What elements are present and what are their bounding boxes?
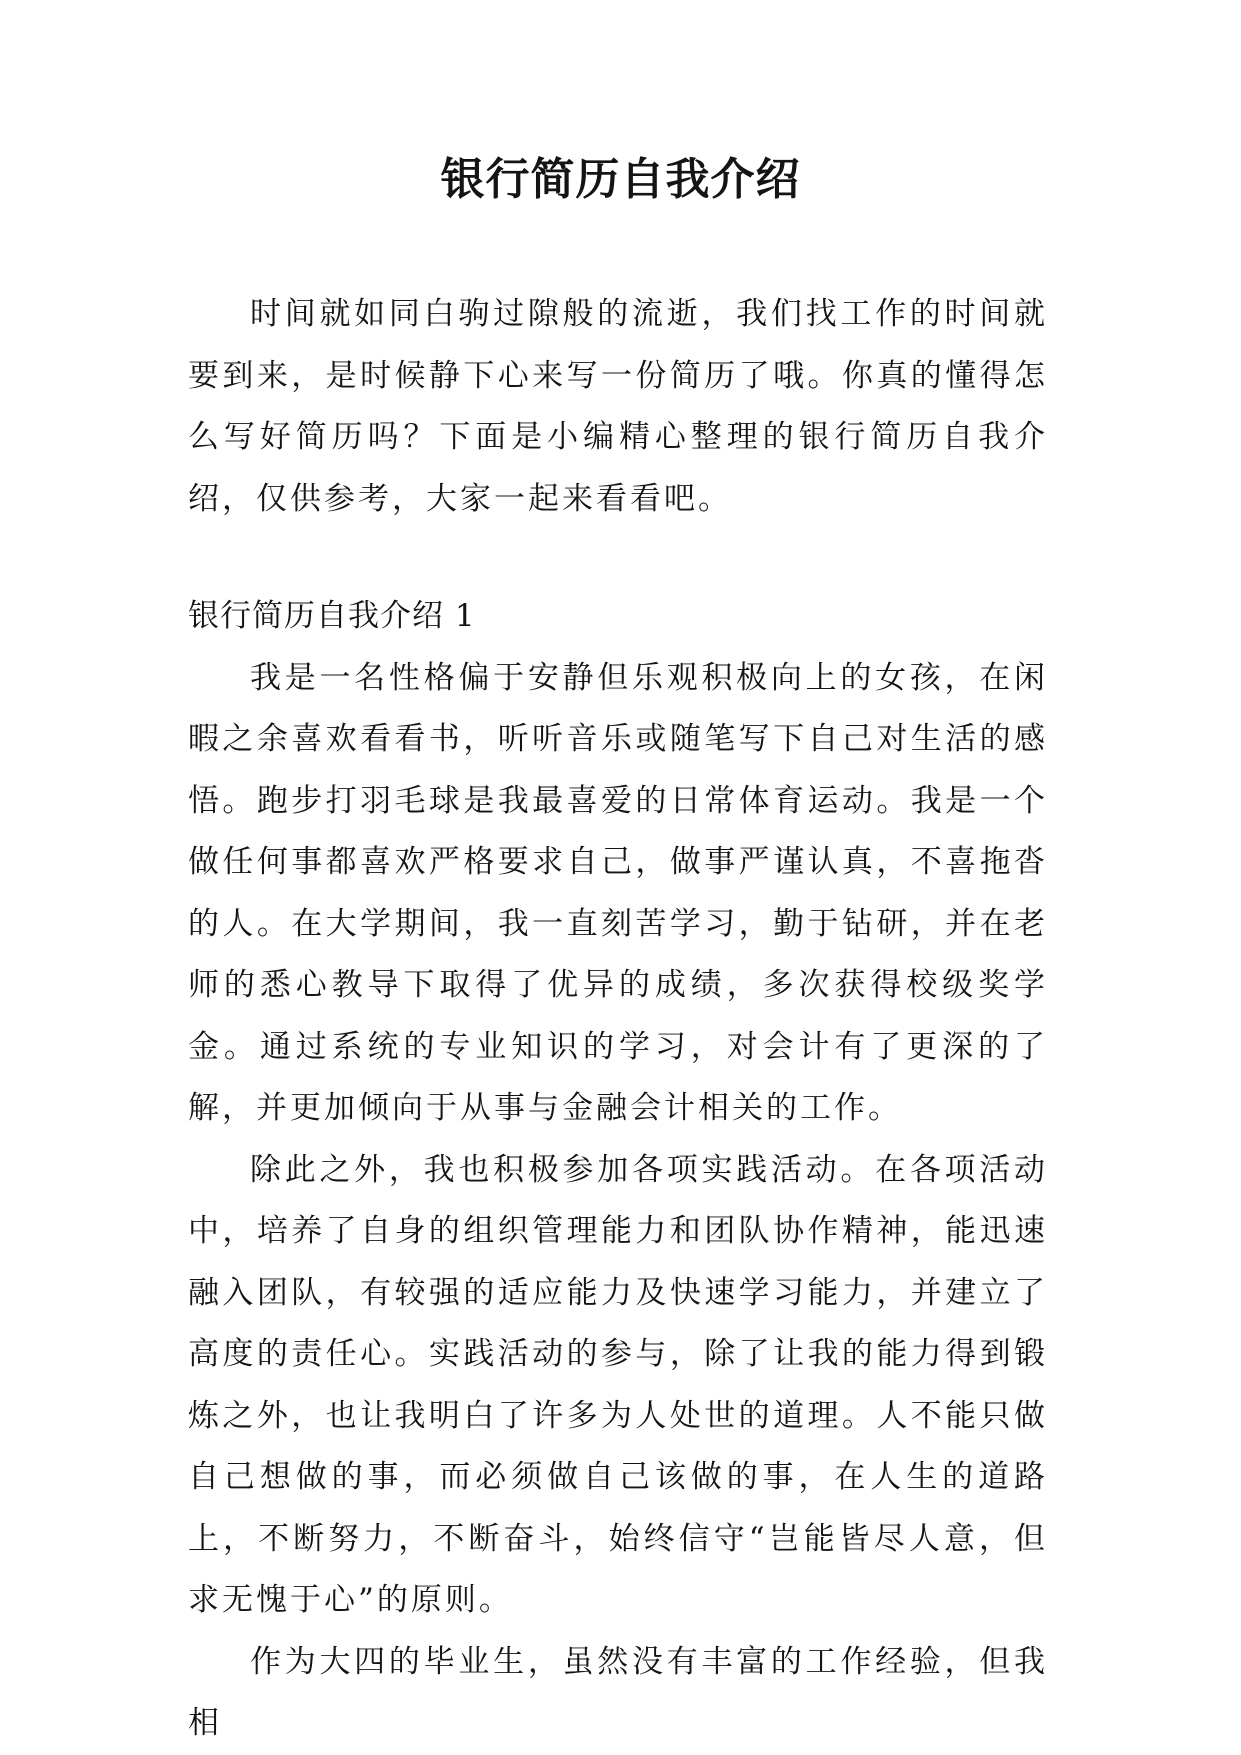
intro-paragraph: 时间就如同白驹过隙般的流逝，我们找工作的时间就要到来，是时候静下心来写一份简历了哦。你真的懂得怎么写好简历吗？下面是小编精心整理的银行简历自我介绍，仅供参考，大家一起来看看吧。 bbox=[188, 296, 1048, 517]
body-paragraph-3: 作为大四的毕业生，虽然没有丰富的工作经验，但我相 bbox=[188, 1643, 1048, 1741]
body-paragraph-1: 我是一名性格偏于安静但乐观积极向上的女孩，在闲暇之余喜欢看看书，听听音乐或随笔写下自己对生活的感悟。跑步打羽毛球是我最喜爱的日常体育运动。我是一个做任何事都喜欢严格要求自己，做事严谨认真，不喜拖沓的人。在大学期间，我一直刻苦学习，勤于钻研，并在老师的悉心教导下取得了优异的成绩，多次获得校级奖学金。通过系统的专业知识的学习，对会计有了更深的了解，并更加倾向于从事与金融会计相关的工作。 bbox=[188, 659, 1048, 1126]
body-paragraph-2: 除此之外，我也积极参加各项实践活动。在各项活动中，培养了自身的组织管理能力和团队协作精神，能迅速融入团队，有较强的适应能力及快速学习能力，并建立了高度的责任心。实践活动的参与，除了让我的能力得到锻炼之外，也让我明白了许多为人处世的道理。人不能只做自己想做的事，而必须做自己该做的事，在人生的道路上，不断努力，不断奋斗，始终信守“岂能皆尽人意，但求无愧于心”的原则。 bbox=[188, 1151, 1048, 1618]
section-heading: 银行简历自我介绍 1 bbox=[188, 598, 476, 634]
document-title: 银行简历自我介绍 bbox=[440, 154, 801, 205]
document-body bbox=[188, 284, 1048, 1755]
